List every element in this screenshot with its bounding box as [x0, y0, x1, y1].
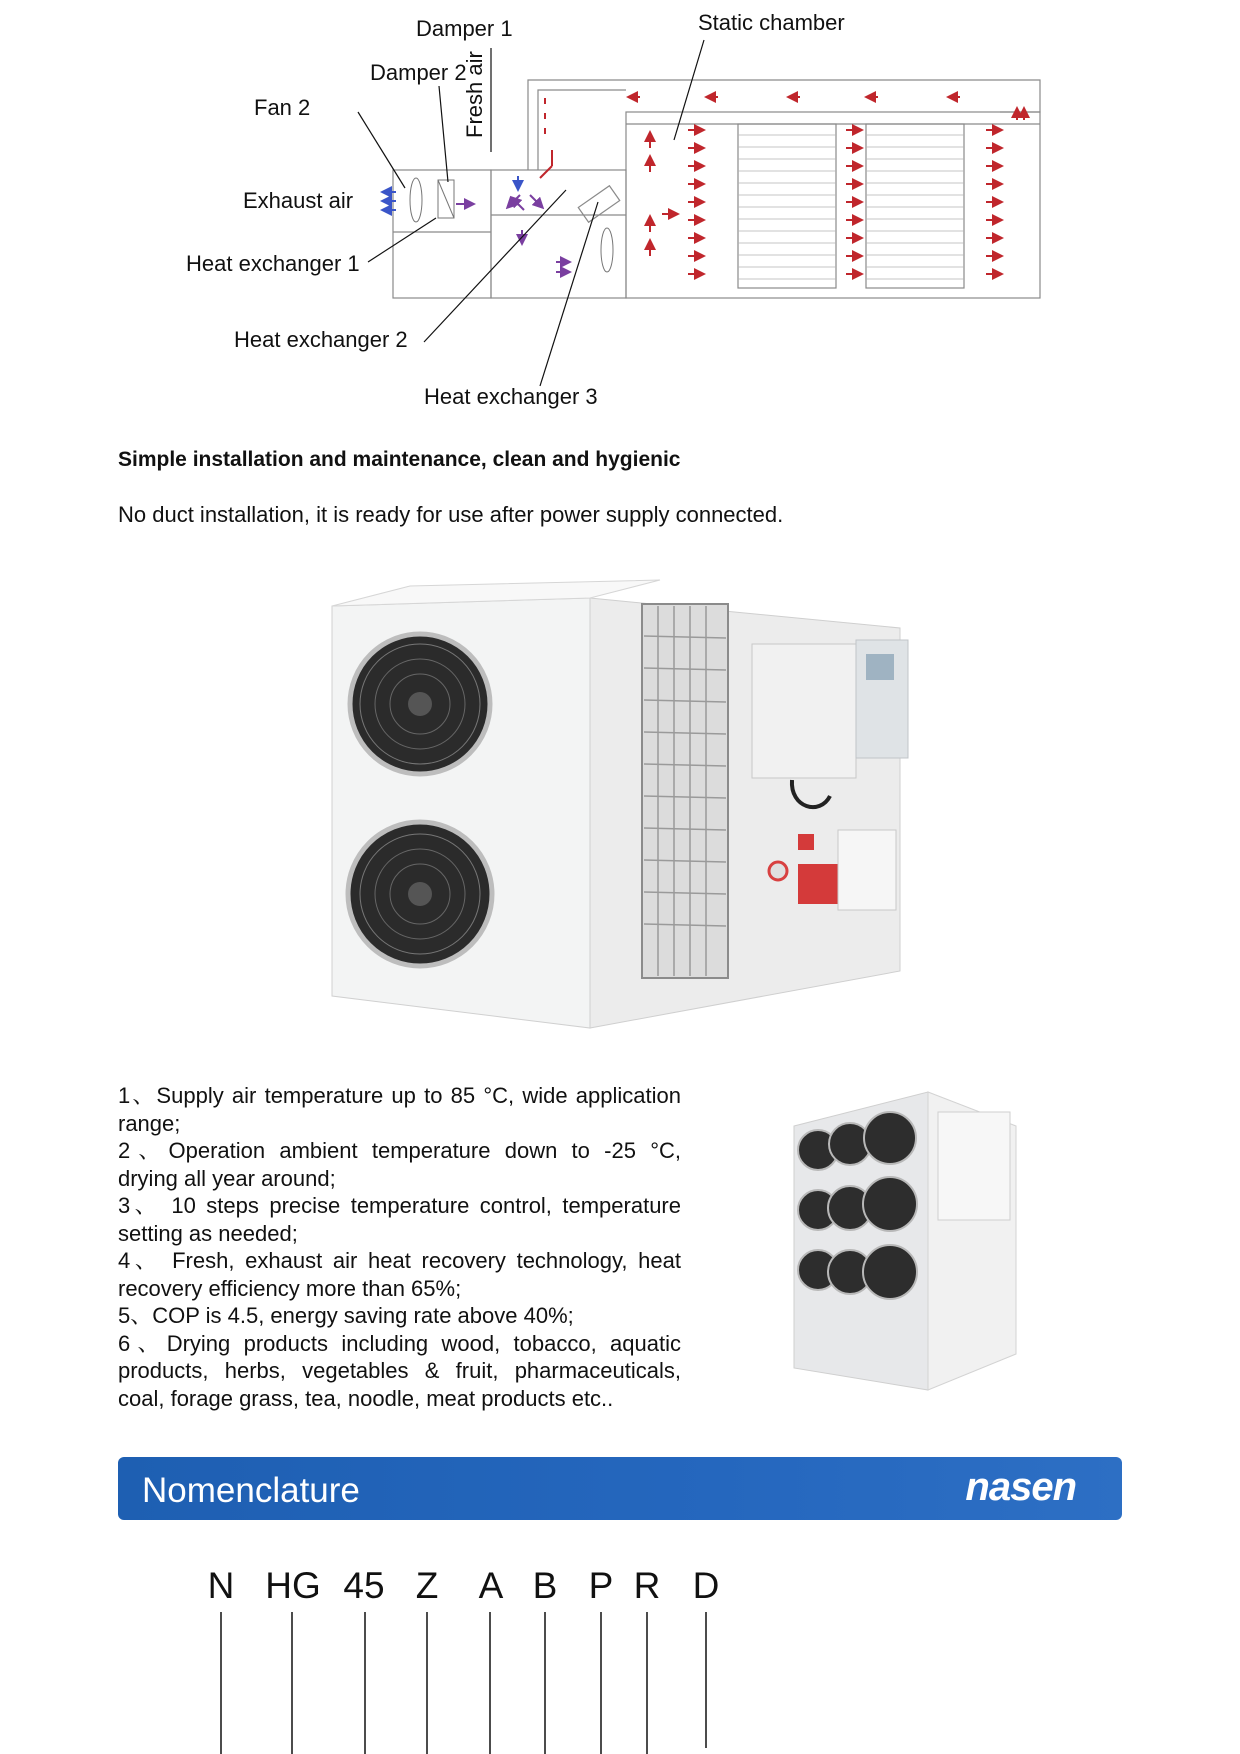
product-image-heat-pump-dryer	[320, 576, 910, 1032]
label-damper-1: Damper 1	[416, 16, 513, 41]
list-item: 5、COP is 4.5, energy saving rate above 40%;	[118, 1303, 574, 1328]
list-item: 1、Supply air temperature up to 85 °C, wide application range;	[118, 1083, 681, 1136]
feature-list	[118, 1082, 681, 1412]
section-heading: Simple installation and maintenance, clean and hygienic	[118, 448, 681, 471]
label-heat-exchanger-3: Heat exchanger 3	[424, 384, 598, 409]
product-image-multi-fan-unit	[788, 1086, 1028, 1408]
code-letter: N	[207, 1565, 235, 1606]
label-fan-2: Fan 2	[254, 95, 311, 120]
code-letter: B	[532, 1565, 558, 1606]
nomenclature-banner	[118, 1457, 1122, 1520]
label-fresh-air: Fresh air	[462, 51, 487, 138]
list-item: 2、Operation ambient temperature down to -25 °C, drying all year around;	[118, 1138, 681, 1191]
label-static-chamber: Static chamber	[698, 10, 845, 35]
label-heat-exchanger-1: Heat exchanger 1	[186, 251, 360, 276]
code-letter: Z	[415, 1565, 439, 1606]
banner-title: Nomenclature	[142, 1471, 360, 1510]
nomenclature-leader-lines	[0, 1600, 1240, 1754]
code-letter: D	[692, 1565, 720, 1606]
code-letter: R	[633, 1565, 661, 1606]
brand-logo: nasen	[965, 1465, 1076, 1509]
list-item: 6、Drying products including wood, tobacco, aquatic products, herbs, vegetables & fruit, pharmaceuticals, coal, forage grass, tea, noodle, meat products etc..	[118, 1330, 681, 1411]
list-item: 4、 Fresh, exhaust air heat recovery technology, heat recovery efficiency more than 65%;	[118, 1248, 681, 1301]
code-letter: P	[588, 1565, 614, 1606]
code-letter: A	[478, 1565, 504, 1606]
label-heat-exchanger-2: Heat exchanger 2	[234, 327, 408, 352]
list-item: 3、 10 steps precise temperature control, temperature setting as needed;	[118, 1193, 681, 1246]
code-letter: 45	[343, 1565, 385, 1606]
label-exhaust-air: Exhaust air	[243, 188, 354, 213]
section-paragraph: No duct installation, it is ready for use after power supply connected.	[118, 502, 784, 527]
fan-icon	[348, 822, 492, 966]
label-damper-2: Damper 2	[370, 60, 467, 85]
fan-icon	[350, 634, 490, 774]
airflow-diagram	[0, 0, 1240, 420]
code-letter: HG	[265, 1565, 321, 1606]
